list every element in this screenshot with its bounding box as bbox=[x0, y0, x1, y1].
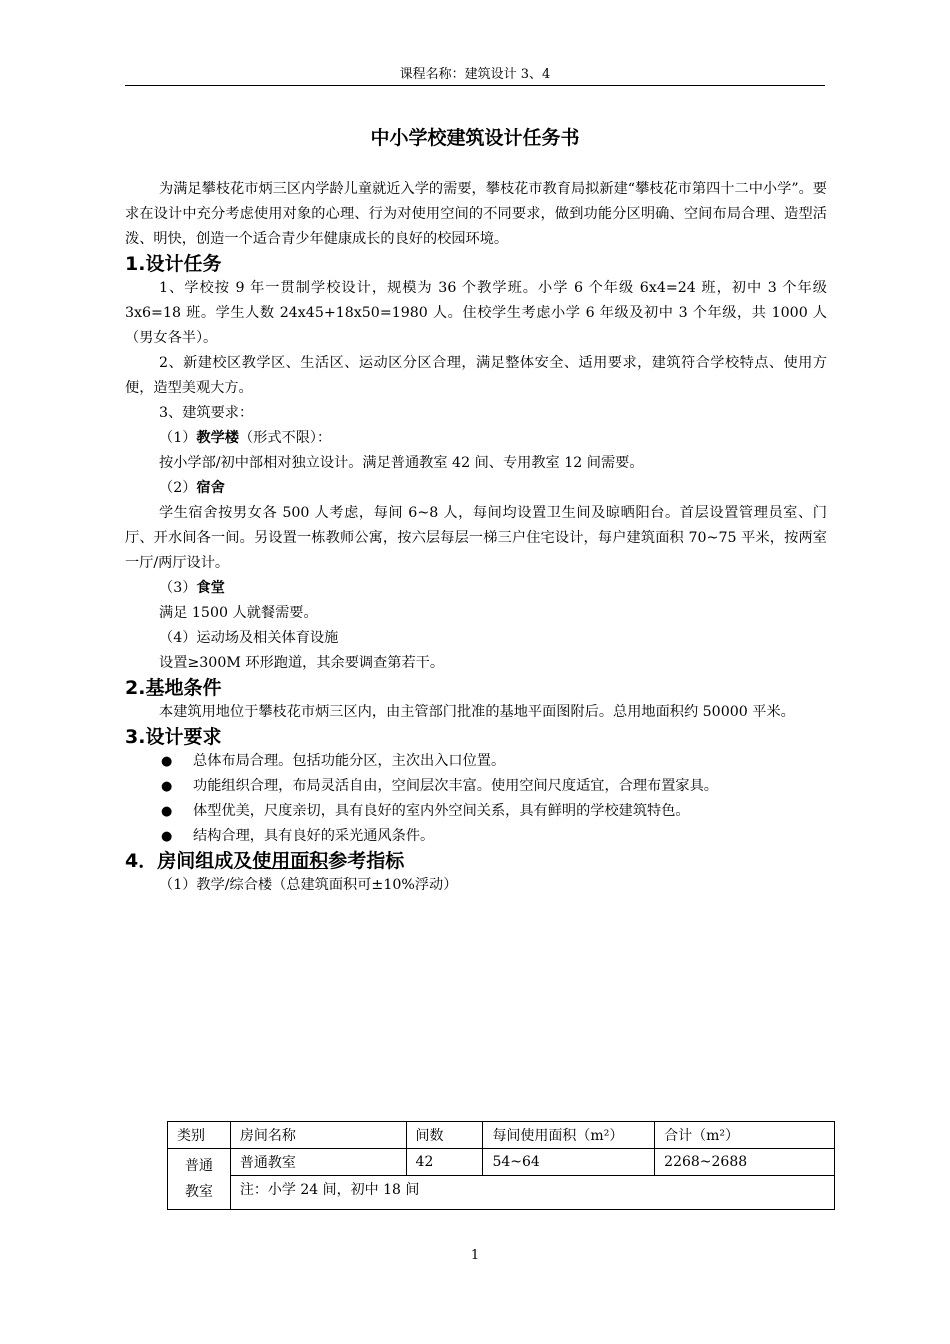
subitem-number: （3） bbox=[159, 580, 197, 596]
bullet-text: 功能组织合理，布局灵活自由，空间层次丰富。使用空间尺度适宜，合理布置家具。 bbox=[193, 778, 718, 794]
subitem-number: （2） bbox=[159, 480, 197, 496]
table-header-cell: 合计（m²） bbox=[655, 1122, 835, 1149]
task-item-2: 2、新建校区教学区、生活区、运动区分区合理，满足整体安全、适用要求，建筑符合学校特点、使用方便，造型美观大方。 bbox=[125, 355, 827, 396]
table-header-cell: 每间使用面积（m²） bbox=[483, 1122, 655, 1149]
bullet-icon: ● bbox=[161, 754, 173, 769]
subitem-teaching-building bbox=[125, 426, 827, 451]
requirement-bullet bbox=[125, 799, 827, 824]
section-heading-1: 1.设计任务 bbox=[125, 253, 222, 275]
document-title: 中小学校建筑设计任务书 bbox=[370, 127, 580, 149]
subitem-dormitory bbox=[125, 476, 827, 501]
dormitory-text: 学生宿舍按男女各 500 人考虑，每间 6~8 人，每间均设置卫生间及晾晒阳台。首层设置管理员室、门厅、开水间各一间。另设置一栋教师公寓，按六层每层一梯三户住宅设计，每户建筑面积 70~75 平米，按两室一厅/两厅设计。 bbox=[125, 505, 827, 571]
requirement-bullet bbox=[125, 774, 827, 799]
table-cell: 42 bbox=[406, 1149, 483, 1176]
subitem-note: （形式不限）： bbox=[238, 430, 332, 446]
task-item-1: 1、学校按 9 年一贯制学校设计，规模为 36 个教学班。小学 6 个年级 6x4=24 班，初中 3 个年级 3x6=18 班。学生人数 24x45+18x50=1980 人。住校学生考虑小学 6 年级及初中 3 个年级，共 1000 人（男女各半）。 bbox=[125, 280, 827, 346]
canteen-text: 满足 1500 人就餐需要。 bbox=[159, 605, 318, 621]
subitem-number: （1） bbox=[159, 430, 197, 446]
table-cell: 普通教室 bbox=[230, 1149, 406, 1176]
table-header-cell: 类别 bbox=[168, 1122, 231, 1149]
table-row bbox=[168, 1149, 835, 1176]
subitem-sports: （4）运动场及相关体育设施 bbox=[159, 630, 339, 646]
bullet-icon: ● bbox=[161, 779, 173, 794]
room-table bbox=[167, 1121, 835, 1210]
section-heading-4 bbox=[125, 849, 827, 873]
subitem-title: 教学楼 bbox=[196, 430, 239, 446]
table-cell: 2268~2688 bbox=[655, 1149, 835, 1176]
teaching-building-text: 按小学部/初中部相对独立设计。满足普通教室 42 间、专用教室 12 间需要。 bbox=[159, 455, 644, 471]
section-heading-2: 2.基地条件 bbox=[125, 677, 222, 699]
header-rule bbox=[125, 85, 825, 86]
table-header-cell: 间数 bbox=[406, 1122, 483, 1149]
table-note: 注：小学 24 间，初中 18 间 bbox=[230, 1176, 834, 1210]
site-conditions-text: 本建筑用地位于攀枝花市炳三区内，由主管部门批准的基地平面图附后。总用地面积约 50000 平米。 bbox=[159, 704, 795, 720]
requirement-bullet bbox=[125, 824, 827, 849]
category-cell: 普通 教室 bbox=[168, 1149, 231, 1210]
bullet-text: 体型优美，尺度亲切，具有良好的室内外空间关系，具有鲜明的学校建筑特色。 bbox=[193, 803, 690, 819]
document-body bbox=[125, 175, 827, 898]
table-note-row bbox=[168, 1176, 835, 1210]
bullet-icon: ● bbox=[161, 829, 173, 844]
task-item-3: 3、建筑要求： bbox=[159, 405, 254, 421]
heading-part: 4．房间组成及 bbox=[125, 850, 253, 872]
subitem-title: 食堂 bbox=[196, 580, 225, 596]
sports-text: 设置≥300M 环形跑道，其余要调查第若干。 bbox=[159, 655, 445, 671]
requirement-bullet bbox=[125, 749, 827, 774]
heading-underlined: 使用面积 bbox=[252, 850, 329, 872]
room-list-subheading: （1）教学/综合楼（总建筑面积可±10%浮动） bbox=[159, 877, 458, 893]
table-header-cell: 房间名称 bbox=[230, 1122, 406, 1149]
subitem-canteen bbox=[125, 576, 827, 601]
bullet-icon: ● bbox=[161, 804, 173, 819]
bullet-text: 结构合理，具有良好的采光通风条件。 bbox=[193, 828, 435, 844]
running-header: 课程名称：建筑设计 3、4 bbox=[399, 67, 551, 82]
table-header-row bbox=[168, 1122, 835, 1149]
page-number: 1 bbox=[470, 1248, 480, 1263]
subitem-title: 宿舍 bbox=[196, 480, 225, 496]
intro-paragraph: 为满足攀枝花市炳三区内学龄儿童就近入学的需要，攀枝花市教育局拟新建“攀枝花市第四十二中小学”。要求在设计中充分考虑使用对象的心理、行为对使用空间的不同要求，做到功能分区明确、空间布局合理、造型活泼、明快，创造一个适合青少年健康成长的良好的校园环境。 bbox=[125, 181, 827, 247]
bullet-text: 总体布局合理。包括功能分区，主次出入口位置。 bbox=[193, 753, 506, 769]
heading-part: 参考指标 bbox=[328, 850, 405, 872]
section-heading-3: 3.设计要求 bbox=[125, 726, 222, 748]
table-cell: 54~64 bbox=[483, 1149, 655, 1176]
